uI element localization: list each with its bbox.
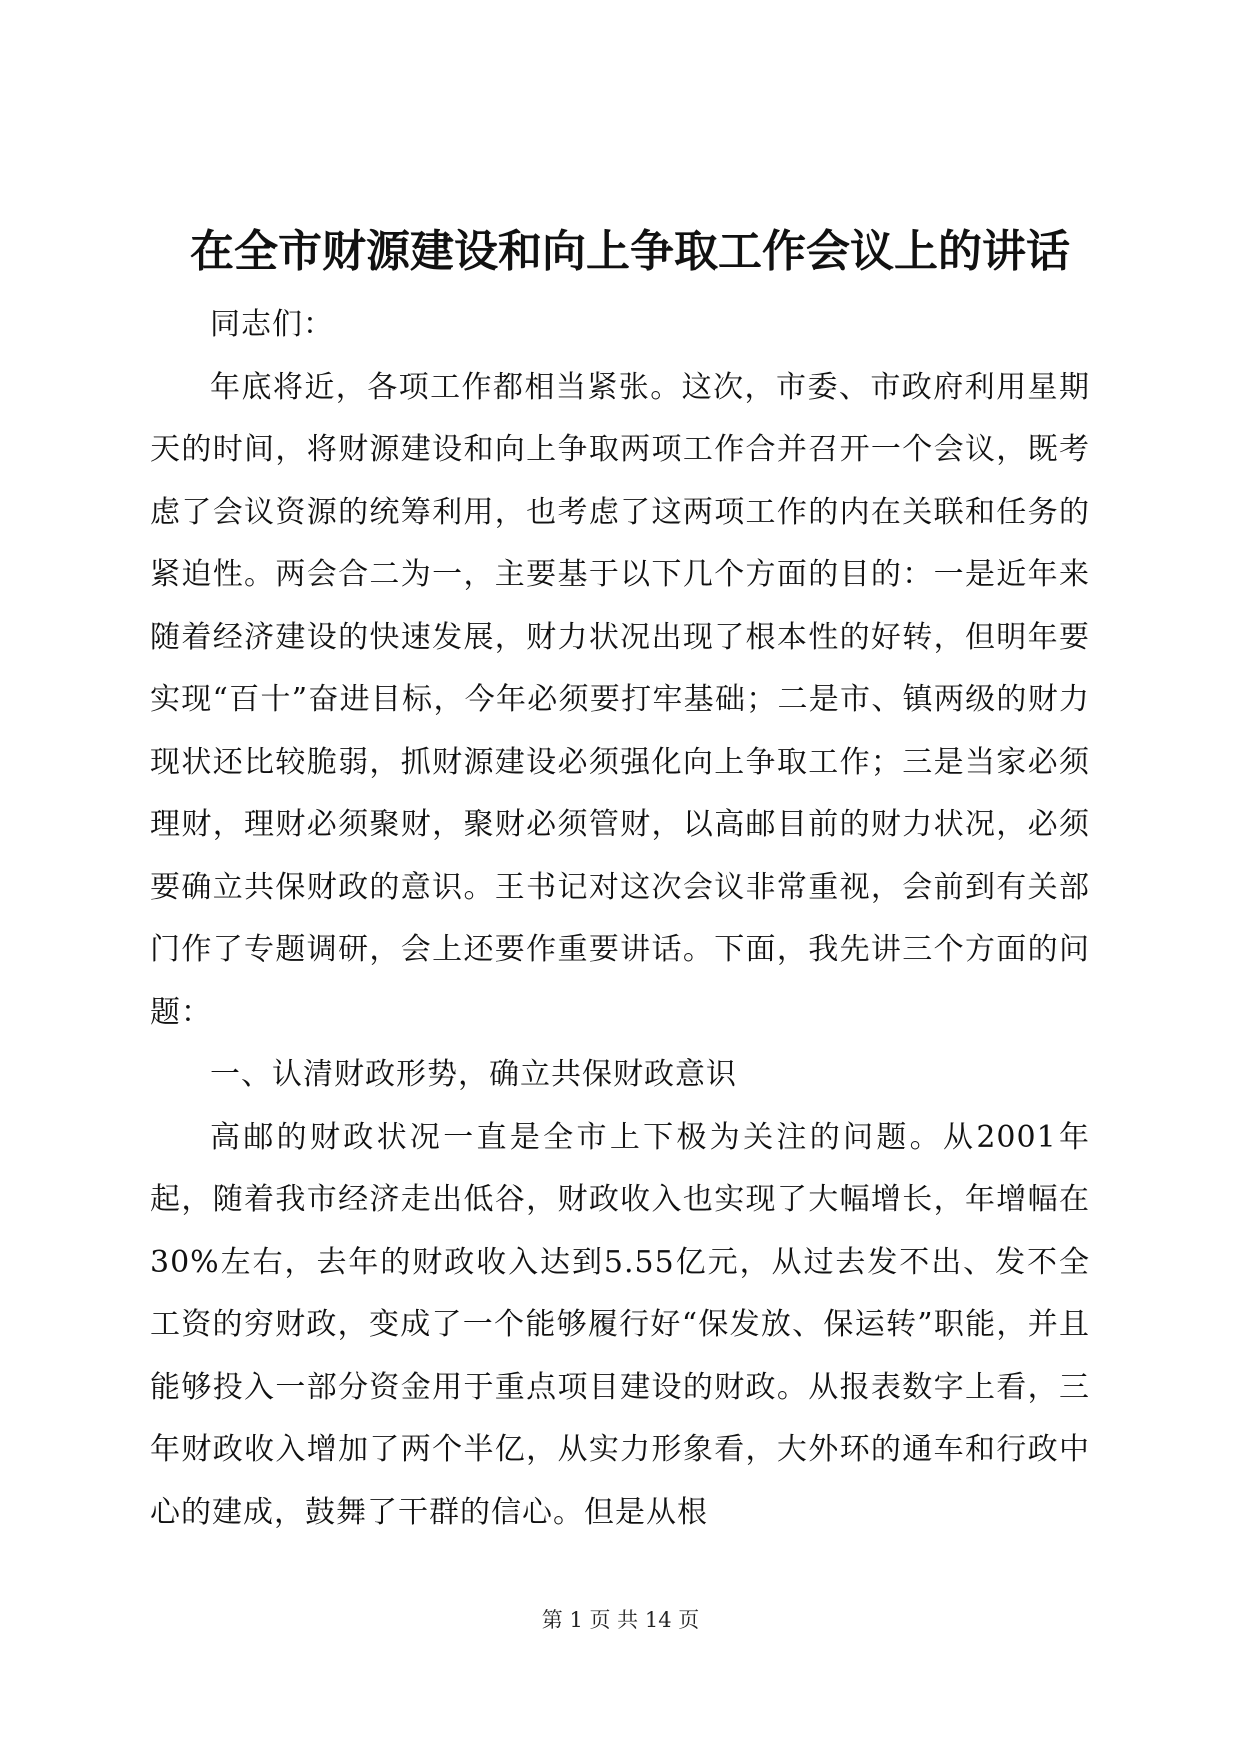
- document-title: 在全市财源建设和向上争取工作会议上的讲话: [190, 226, 1070, 277]
- paragraph-1: 年底将近，各项工作都相当紧张。这次，市委、市政府利用星期天的时间，将财源建设和向上争取两项工作合并召开一个会议，既考虑了会议资源的统筹利用，也考虑了这两项工作的内在关联和任务的紧迫性。两会合二为一，主要基于以下几个方面的目的：一是近年来随着经济建设的快速发展，财力状况出现了根本性的好转，但明年要实现“百十”奋进目标，今年必须要打牢基础；二是市、镇两级的财力现状还比较脆弱，抓财源建设必须强化向上争取工作；三是当家必须理财，理财必须聚财，聚财必须管财，以高邮目前的财力状况，必须要确立共保财政的意识。王书记对这次会议非常重视，会前到有关部门作了专题调研，会上还要作重要讲话。下面，我先讲三个方面的问题：: [150, 369, 1090, 1030]
- document-body: [150, 294, 1090, 1544]
- paragraph-2: 高邮的财政状况一直是全市上下极为关注的问题。从2001年起，随着我市经济走出低谷，财政收入也实现了大幅增长，年增幅在30%左右，去年的财政收入达到5.55亿元，从过去发不出、发不全工资的穷财政，变成了一个能够履行好“保发放、保运转”职能，并且能够投入一部分资金用于重点项目建设的财政。从报表数字上看，三年财政收入增加了两个半亿，从实力形象看，大外环的通车和行政中心的建成，鼓舞了干群的信心。但是从根: [150, 1119, 1090, 1530]
- page-footer: 第 1 页 共 14 页: [541, 1608, 700, 1632]
- salutation: 同志们：: [210, 307, 334, 342]
- section-heading-1: 一、认清财政形势，确立共保财政意识: [210, 1057, 737, 1092]
